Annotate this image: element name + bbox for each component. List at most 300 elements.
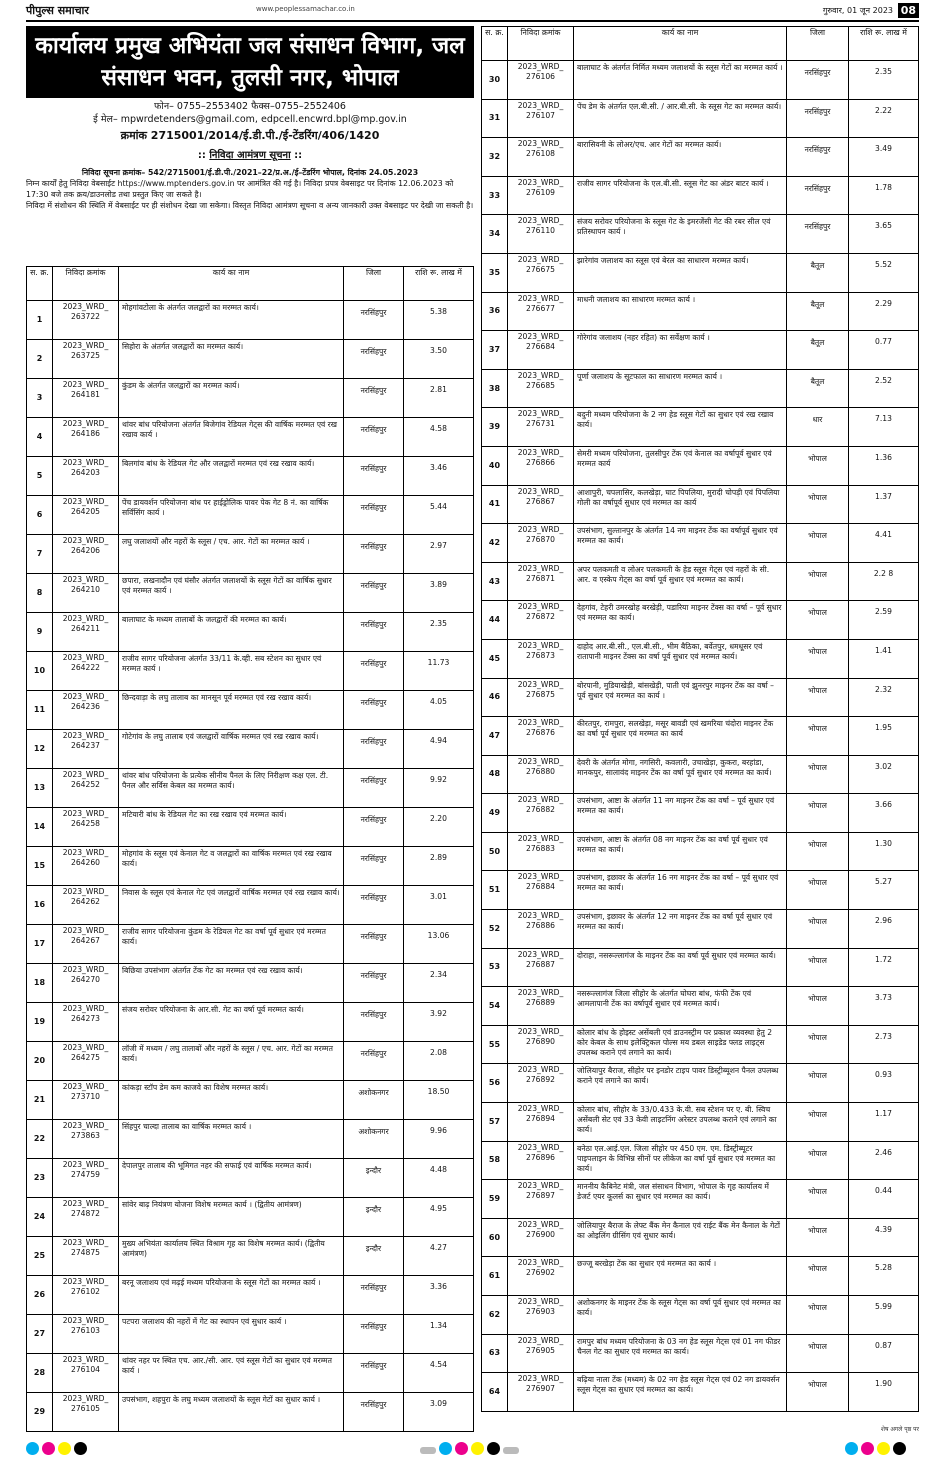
table-row — [482, 1025, 919, 1064]
district: नरसिंहपुर — [344, 1315, 404, 1354]
table-row — [27, 886, 474, 925]
table-row — [482, 61, 919, 100]
tender-number: 2023_WRD_ 276887 — [508, 948, 574, 987]
tender-number: 2023_WRD_ 276731 — [508, 408, 574, 447]
amount: 4.48 — [404, 1159, 474, 1198]
amount: 1.90 — [849, 1373, 919, 1412]
district: भोपाल — [787, 1296, 849, 1335]
col-district: जिला — [787, 27, 849, 61]
work-name: पेंच डायवर्शन परियोजना बांध पर हाईड्रोलिक पावर पेक गेट 8 नं. का वार्षिक सर्विसिंग कार्य । — [119, 496, 344, 535]
district: नरसिंहपुर — [344, 964, 404, 1003]
row-serial: 59 — [482, 1180, 508, 1219]
department-title: कार्यालय प्रमुख अभियंता जल संसाधन विभाग, जल संसाधन भवन, तुलसी नगर, भोपाल — [26, 26, 474, 98]
district: भोपाल — [787, 524, 849, 563]
table-row — [27, 1042, 474, 1081]
table-row — [27, 1198, 474, 1237]
registration-marks-left — [26, 1440, 90, 1454]
row-serial: 17 — [27, 925, 53, 964]
amount: 3.36 — [404, 1276, 474, 1315]
amount: 2.81 — [404, 379, 474, 418]
table-row — [27, 1237, 474, 1276]
tender-number: 2023_WRD_ 264210 — [53, 574, 119, 613]
work-name: अशोकनगर के माइनर टेंक के स्लूस गेट्स का वर्षा पूर्व सुधार एवं मरम्मत का कार्य। — [574, 1296, 787, 1335]
work-name: सेमरी मध्यम परियोजना, तुलसीपुर टेंक एवं केनाल का वर्षापूर्व सुधार एवं मरम्मत कार्य — [574, 446, 787, 485]
work-name: दाहोद आर.बी.सी., एल.बी.सी., भीम बैठिका, बर्वेतपुर, धमधूसर एवं रातापानी माइनर टेंक्स का वर्षा पूर्व सुधार एवं मरम्मत कार्य। — [574, 639, 787, 678]
district: नरसिंहपुर — [787, 215, 849, 254]
continued-note: शेष अगले पृष्ठ पर — [880, 1426, 919, 1433]
row-serial: 3 — [27, 379, 53, 418]
col-sn: स. क्र. — [27, 267, 53, 301]
row-serial: 62 — [482, 1296, 508, 1335]
table-row — [27, 418, 474, 457]
district: भोपाल — [787, 987, 849, 1026]
tender-number: 2023_WRD_ 264222 — [53, 652, 119, 691]
work-name: उपसंभाग, आष्टा के अंतर्गत 11 नग माइनर टेंक का वर्षा – पूर्व सुधार एवं मरम्मत का कार्य। — [574, 794, 787, 833]
work-name: बालाघाट के मध्यम तालाबों के जलद्वारों की मरम्मत का कार्य। — [119, 613, 344, 652]
tender-number: 2023_WRD_ 276900 — [508, 1218, 574, 1257]
notice-text — [26, 167, 474, 211]
amount: 3.66 — [849, 794, 919, 833]
amount: 1.78 — [849, 176, 919, 215]
district: भोपाल — [787, 485, 849, 524]
row-serial: 24 — [27, 1198, 53, 1237]
row-serial: 5 — [27, 457, 53, 496]
amount: 9.92 — [404, 769, 474, 808]
tender-number: 2023_WRD_ 276866 — [508, 446, 574, 485]
work-name: संजय सरोवर परियोजना के स्लूस गेट के इमरजेंसी गेट की रबर सील एवं प्रतिस्थापन कार्य । — [574, 215, 787, 254]
row-serial: 46 — [482, 678, 508, 717]
work-name: मटियारी बांध के रेडियल गेट का रख रखाव एवं मरम्मत कार्य। — [119, 808, 344, 847]
tender-number: 2023_WRD_ 264270 — [53, 964, 119, 1003]
tender-number: 2023_WRD_ 276884 — [508, 871, 574, 910]
district: नरसिंहपुर — [344, 1042, 404, 1081]
district: नरसिंहपुर — [344, 886, 404, 925]
amount: 2.97 — [404, 535, 474, 574]
table-row — [482, 99, 919, 138]
district: भोपाल — [787, 755, 849, 794]
tender-number: 2023_WRD_ 276892 — [508, 1064, 574, 1103]
notice-number: निविदा सूचना क्रमांक– 542/2715001/ई.डी.पी./2021–22/प्र.अ./ई–टेंडरिंग भोपाल, दिनांक 24.05.2023 — [81, 168, 419, 177]
table-row — [482, 1373, 919, 1412]
table-row — [27, 691, 474, 730]
row-serial: 40 — [482, 446, 508, 485]
district: नरसिंहपुर — [344, 613, 404, 652]
row-serial: 4 — [27, 418, 53, 457]
table-row — [482, 331, 919, 370]
tender-number: 2023_WRD_ 264252 — [53, 769, 119, 808]
work-name: राजीव सागर परियोजना कुंडम के रेडियल गेट का वर्षा पूर्व सुधार एवं मरम्मत कार्य। — [119, 925, 344, 964]
work-name: लॉजी में मध्यम / लघु तालाबों और नहरों के स्लूस / एच. आर. गेटों का मरम्मत कार्य। — [119, 1042, 344, 1081]
work-name: राजीव सागर परियोजना अंतर्गत 33/11 के.व्ही. सब स्टेशन का सुधार एवं मरम्मत कार्य । — [119, 652, 344, 691]
amount: 4.95 — [404, 1198, 474, 1237]
row-serial: 14 — [27, 808, 53, 847]
work-name: संजय सरोवर परियोजना के आर.सी. गेट का वर्षा पूर्व मरम्मत कार्य। — [119, 1003, 344, 1042]
row-serial: 6 — [27, 496, 53, 535]
amount: 3.89 — [404, 574, 474, 613]
amount: 2.32 — [849, 678, 919, 717]
work-name: अपर पलकमती व लोअर पलकमती के हेड स्लूस गेट्स एवं नहरों के सी. आर. व एस्केप गेट्स का वर्षा पूर्व सुधार एवं मरम्मत का कार्य। — [574, 562, 787, 601]
work-name: नसरूल्लागंज जिला सीहोर के अंतर्गत घोघरा बांध, फंफी टेंक एवं आमलापानी टेंक का वर्षापूर्व सुधार एवं मरम्मत कार्य। — [574, 987, 787, 1026]
work-name: जोलियापुर बैराज के लेफ्ट बैंक मेन कैनाल एवं राईट बैंक मेन कैनाल के गेटों का ओइलिंग ग्रीसिंग एवं सुधार कार्य। — [574, 1218, 787, 1257]
tender-number: 2023_WRD_ 276103 — [53, 1315, 119, 1354]
work-name: आशापुरी, चपलासिर, कलखेड़ा, घाट पिपलिया, मुरादी चोपड़ी एवं पिपलिया गोली का वर्षापूर्व सुधार एवं मरम्मत का कार्य — [574, 485, 787, 524]
work-name: देहगांव, टेहरी उमरखोह बरखेड़ी, पडारिया माइनर टेंक्स का वर्षा – पूर्व सुधार एवं मरम्मत का कार्य। — [574, 601, 787, 640]
tender-number: 2023_WRD_ 276107 — [508, 99, 574, 138]
work-name: पूर्णा जलाशय के सूटफाल का साधारण मरम्मत कार्य । — [574, 369, 787, 408]
tender-number: 2023_WRD_ 276110 — [508, 215, 574, 254]
work-name: बनेठा एल.आई.एल. जिला सीहोर पर 450 एम. एम. डिस्ट्रीब्यूटर पाइपलाइन के विभिन्न सीनों पर लीकेज का वर्षा पूर्व सुधार एवं मरम्मत का कार्य। — [574, 1141, 787, 1180]
gray-bar — [503, 1447, 519, 1454]
amount: 4.41 — [849, 524, 919, 563]
amount: 0.93 — [849, 1064, 919, 1103]
email-addresses: ई मेल– mpwrdetenders@gmail.com, edpcell.encwrd.bpl@mp.gov.in — [93, 114, 407, 125]
work-name: उपसंभाग, शहपुरा के लघु मध्यम जलाशयों के स्लूस गेटों का सुधार कार्य । — [119, 1393, 344, 1432]
table-row — [482, 948, 919, 987]
district: नरसिंहपुर — [344, 457, 404, 496]
work-name: छज्जू बरखेड़ा टेंक का सुधार एवं मरम्मत का कार्य । — [574, 1257, 787, 1296]
table-row — [27, 1393, 474, 1432]
work-name: मोहगांवटोला के अंतर्गत जलद्वारों का मरम्मत कार्य। — [119, 301, 344, 340]
work-name: मोहगांव के स्लूस एवं केनाल गेट व जलद्वारों का वार्षिक मरम्मत एवं रख रखाव कार्य। — [119, 847, 344, 886]
district: भोपाल — [787, 1373, 849, 1412]
row-serial: 33 — [482, 176, 508, 215]
tender-number: 2023_WRD_ 264236 — [53, 691, 119, 730]
district: नरसिंहपुर — [344, 496, 404, 535]
amount: 4.05 — [404, 691, 474, 730]
amount: 2.46 — [849, 1141, 919, 1180]
tender-number: 2023_WRD_ 276886 — [508, 910, 574, 949]
table-row — [482, 292, 919, 331]
district: नरसिंहपुर — [787, 99, 849, 138]
invitation-heading: :: निविदा आमंत्रण सूचना :: — [197, 150, 303, 161]
tender-number: 2023_WRD_ 263725 — [53, 340, 119, 379]
masthead — [26, 3, 919, 19]
reference-number: क्रमांक 2715001/2014/ई.डी.पी./ई-टेंडरिंग/406/1420 — [120, 129, 380, 142]
row-serial: 11 — [27, 691, 53, 730]
table-row — [482, 524, 919, 563]
table-row — [482, 485, 919, 524]
amount: 9.96 — [404, 1120, 474, 1159]
magenta-dot — [455, 1442, 468, 1455]
row-serial: 2 — [27, 340, 53, 379]
district: भोपाल — [787, 1334, 849, 1373]
row-serial: 52 — [482, 910, 508, 949]
tender-number: 2023_WRD_ 276871 — [508, 562, 574, 601]
table-row — [482, 794, 919, 833]
work-name: बढ़िया नाला टेंक (मध्यम) के 02 नग हेड स्लूस गेट्स एवं 02 नग डायवर्सन स्लूस गेट्स का सुधार एवं मरम्मत का कार्य। — [574, 1373, 787, 1412]
amount: 2.73 — [849, 1025, 919, 1064]
district: इन्दौर — [344, 1198, 404, 1237]
row-serial: 63 — [482, 1334, 508, 1373]
work-name: माधनी जलाशय का साधारण मरम्मत कार्य । — [574, 292, 787, 331]
district: नरसिंहपुर — [344, 574, 404, 613]
district: भोपाल — [787, 1064, 849, 1103]
work-name: देवरी के अंतर्गत मोगा, नगसिरी, कवलारी, उचाखेड़ा, कुकरा, बरहांडा, मानकपुर, सालावंद माइनर टेंक का वर्षा पूर्व सुधार एवं मरम्मत का कार्य। — [574, 755, 787, 794]
work-name: बोरपानी, मुडियाखेड़ी, बांसखेड़ी, पाती एवं झुनरपुर माइनर टेंक का वर्षा – पूर्व सुधार एवं मरम्मत का कार्य । — [574, 678, 787, 717]
work-name: कोलार बांध, सीहोर के 33/0.433 के.वी. सब स्टेशन पर ए. बी. स्विच असेंबली सेट एवं 33 केवी लाइटनिंग अरेस्टर उपलब्ध कराने एवं लगाने का कार्य। — [574, 1103, 787, 1142]
work-name: थांवर नहर पर स्थित एच. आर./सी. आर. एवं स्लूस गेटों का सुधार एवं मरम्मत कार्य । — [119, 1354, 344, 1393]
tender-number: 2023_WRD_ 274872 — [53, 1198, 119, 1237]
work-name: बालाघाट के अंतर्गत निर्मित मध्यम जलाशयों के स्लूस गेटों का मरम्मत कार्य । — [574, 61, 787, 100]
district: इन्दौर — [344, 1159, 404, 1198]
tender-number: 2023_WRD_ 264260 — [53, 847, 119, 886]
district: भोपाल — [787, 948, 849, 987]
district: नरसिंहपुर — [344, 847, 404, 886]
col-work: कार्य का नाम — [119, 267, 344, 301]
work-name: बारासिवनी के लोअर/एच. आर गेटों का मरम्मत कार्य। — [574, 138, 787, 177]
amount: 1.34 — [404, 1315, 474, 1354]
newspaper-logo: पीपुल्स समाचार — [26, 4, 89, 17]
row-serial: 25 — [27, 1237, 53, 1276]
row-serial: 12 — [27, 730, 53, 769]
tender-number: 2023_WRD_ 276105 — [53, 1393, 119, 1432]
district: भोपाल — [787, 832, 849, 871]
work-name: उपसंभाग, इछावर के अंतर्गत 16 नग माइनर टेंक का वर्षा – पूर्व सुधार एवं मरम्मत का कार्य। — [574, 871, 787, 910]
tender-number: 2023_WRD_ 276102 — [53, 1276, 119, 1315]
work-name: सिहोरा के अंतर्गत जलद्वारों का मरम्मत कार्य। — [119, 340, 344, 379]
amount: 2.20 — [404, 808, 474, 847]
work-name: राजीव सागर परियोजना के एल.बी.सी. स्लूस गेट का अंडर बाटर कार्य । — [574, 176, 787, 215]
magenta-dot — [861, 1442, 874, 1455]
amount: 1.30 — [849, 832, 919, 871]
row-serial: 27 — [27, 1315, 53, 1354]
district: नरसिंहपुर — [344, 769, 404, 808]
tender-rows-right — [482, 61, 919, 1412]
work-name: बरनू जलाशय एवं मढ़ई मध्यम परियोजना के स्लूस गेटों का मरम्मत कार्य । — [119, 1276, 344, 1315]
work-name: उपसंभाग, इछावर के अंतर्गत 12 नग माइनर टेंक का वर्षा पूर्व सुधार एवं मरम्मत का कार्य। — [574, 910, 787, 949]
work-name: कुंडम के अंतर्गत जलद्वारों का मरम्मत कार्य। — [119, 379, 344, 418]
district: भोपाल — [787, 678, 849, 717]
row-serial: 50 — [482, 832, 508, 871]
masthead-rule — [26, 20, 919, 22]
district: बैतूल — [787, 369, 849, 408]
amount: 2.08 — [404, 1042, 474, 1081]
row-serial: 22 — [27, 1120, 53, 1159]
district: भोपाल — [787, 1180, 849, 1219]
amount: 5.52 — [849, 253, 919, 292]
amount: 4.94 — [404, 730, 474, 769]
work-name: छपारा, लखनादौन एवं घंसौर अंतर्गत जलाशयों के स्लूस गेटों का वार्षिक सुधार एवं मरम्मत कार्य । — [119, 574, 344, 613]
table-row — [482, 1257, 919, 1296]
row-serial: 54 — [482, 987, 508, 1026]
row-serial: 30 — [482, 61, 508, 100]
row-serial: 20 — [27, 1042, 53, 1081]
table-row — [482, 215, 919, 254]
tender-number: 2023_WRD_ 274759 — [53, 1159, 119, 1198]
yellow-dot — [877, 1442, 890, 1455]
table-row — [27, 1354, 474, 1393]
district: नरसिंहपुर — [787, 176, 849, 215]
table-row — [27, 1159, 474, 1198]
table-row — [482, 1334, 919, 1373]
tender-number: 2023_WRD_ 276882 — [508, 794, 574, 833]
work-name: दोराहा, नसरूल्लागंज के माइनर टेंक का वर्षा पूर्व सुधार एवं मरम्मत कार्य। — [574, 948, 787, 987]
work-name: सिंहपुर चाल्दा तालाब का वार्षिक मरम्मत कार्य । — [119, 1120, 344, 1159]
cyan-dot — [845, 1442, 858, 1455]
district: नरसिंहपुर — [787, 61, 849, 100]
table-row — [27, 613, 474, 652]
amount: 5.38 — [404, 301, 474, 340]
row-serial: 55 — [482, 1025, 508, 1064]
amount: 3.46 — [404, 457, 474, 496]
work-name: जोलियापुर बैराज, सीहोर पर इनडोर टाइप पावर डिस्ट्रीब्यूशन पैनल उपलब्ध कराने एवं लगाने का कार्य। — [574, 1064, 787, 1103]
phone-fax: फोन– 0755–2553402 फैक्स–0755–2552406 — [154, 101, 346, 112]
district: नरसिंहपुर — [344, 340, 404, 379]
amount: 2.96 — [849, 910, 919, 949]
amount: 3.50 — [404, 340, 474, 379]
work-name: गोरेगांव जलाशय (नहर रहित) का सर्वेक्षण कार्य । — [574, 331, 787, 370]
amount: 3.01 — [404, 886, 474, 925]
amount: 7.13 — [849, 408, 919, 447]
row-serial: 13 — [27, 769, 53, 808]
black-dot — [487, 1442, 500, 1455]
work-name: उपसंभाग, सुल्तानपुर के अंतर्गत 14 नग माइनर टेंक का वर्षापूर्व सुधार एवं मरम्मत का कार्य। — [574, 524, 787, 563]
district: भोपाल — [787, 717, 849, 756]
row-serial: 45 — [482, 639, 508, 678]
amount: 2.34 — [404, 964, 474, 1003]
tender-number: 2023_WRD_ 276894 — [508, 1103, 574, 1142]
amount: 4.58 — [404, 418, 474, 457]
row-serial: 18 — [27, 964, 53, 1003]
tender-number: 2023_WRD_ 276677 — [508, 292, 574, 331]
tender-number: 2023_WRD_ 264273 — [53, 1003, 119, 1042]
table-row — [482, 910, 919, 949]
row-serial: 29 — [27, 1393, 53, 1432]
row-serial: 61 — [482, 1257, 508, 1296]
amount: 1.41 — [849, 639, 919, 678]
district: भोपाल — [787, 910, 849, 949]
amount: 3.92 — [404, 1003, 474, 1042]
district: अशोकनगर — [344, 1081, 404, 1120]
district: भोपाल — [787, 1257, 849, 1296]
col-tender: निविदा क्रमांक — [53, 267, 119, 301]
tender-number: 2023_WRD_ 264205 — [53, 496, 119, 535]
tender-number: 2023_WRD_ 276905 — [508, 1334, 574, 1373]
district: इन्दौर — [344, 1237, 404, 1276]
table-row — [482, 1218, 919, 1257]
district: भोपाल — [787, 601, 849, 640]
table-row — [27, 1081, 474, 1120]
district: भोपाल — [787, 1103, 849, 1142]
tender-table-left — [26, 266, 474, 1432]
amount: 2.2 8 — [849, 562, 919, 601]
district: नरसिंहपुर — [344, 301, 404, 340]
row-serial: 31 — [482, 99, 508, 138]
tender-number: 2023_WRD_ 276889 — [508, 987, 574, 1026]
table-row — [27, 964, 474, 1003]
district: भोपाल — [787, 871, 849, 910]
amount: 2.89 — [404, 847, 474, 886]
row-serial: 53 — [482, 948, 508, 987]
work-name: बिछिया उपसंभाग अंतर्गत टेंक गेट का मरम्मत एवं रख रखाव कार्य। — [119, 964, 344, 1003]
work-name: मुख्य अभियंता कार्यालय स्थित विश्राम गृह का विशेष मरम्मत कार्य। (द्वितीय आमंत्रण) — [119, 1237, 344, 1276]
amount: 18.50 — [404, 1081, 474, 1120]
district: बैतूल — [787, 253, 849, 292]
row-serial: 58 — [482, 1141, 508, 1180]
tender-number: 2023_WRD_ 276675 — [508, 253, 574, 292]
district: नरसिंहपुर — [344, 535, 404, 574]
row-serial: 23 — [27, 1159, 53, 1198]
col-amount: राशि रू. लाख में — [849, 27, 919, 61]
district: नरसिंहपुर — [344, 730, 404, 769]
row-serial: 37 — [482, 331, 508, 370]
district: अशोकनगर — [344, 1120, 404, 1159]
district: नरसिंहपुर — [344, 379, 404, 418]
amount: 5.27 — [849, 871, 919, 910]
tender-number: 2023_WRD_ 264262 — [53, 886, 119, 925]
registration-marks-center — [420, 1440, 522, 1454]
tender-number: 2023_WRD_ 273710 — [53, 1081, 119, 1120]
row-serial: 44 — [482, 601, 508, 640]
row-serial: 64 — [482, 1373, 508, 1412]
work-name: पेंच डेम के अंतर्गत एल.बी.सी. / आर.बी.सी. के स्लूस गेट का मरम्मत कार्य। — [574, 99, 787, 138]
table-row — [482, 1296, 919, 1335]
row-serial: 51 — [482, 871, 508, 910]
notice-paragraph-1: निम्न कार्यों हेतु निविदा वेबसाईट https://www.mptenders.gov.in पर आमंत्रित की गई है। निविदा प्रपत्र वेबसाइट पर दिनांक 12.06.2023 को 17:30 बजे तक क्रय/डाउनलोड तथा प्रस्तुत किए जा सकते है। — [26, 179, 454, 199]
amount: 1.37 — [849, 485, 919, 524]
work-name: निवास के स्लूस एवं केनाल गेट एवं जलद्वारों वार्षिक मरम्मत एवं रख रखाव कार्य। — [119, 886, 344, 925]
website-url: www.peoplessamachar.co.in — [256, 5, 355, 13]
table-row — [482, 176, 919, 215]
amount: 5.28 — [849, 1257, 919, 1296]
work-name: कोलार बांध के होइस्ट असेंबली एवं डाउनस्ट्रीम पर प्रकाश व्यवस्था हेतु 2 कोर केबल के साथ इलेक्ट्रिकल पोल्स मय डबल साइडेड फ्लड लाइट्स उपलब्ध कराने एवं लगाने का कार्य। — [574, 1025, 787, 1064]
amount: 13.06 — [404, 925, 474, 964]
row-serial: 35 — [482, 253, 508, 292]
amount: 3.09 — [404, 1393, 474, 1432]
amount: 1.36 — [849, 446, 919, 485]
work-name: बदुनी मध्यम परियोजना के 2 नग हेड स्लूस गेटों का सुधार एवं रख रखाव कार्य। — [574, 408, 787, 447]
tender-number: 2023_WRD_ 276880 — [508, 755, 574, 794]
invitation-title: निविदा आमंत्रण सूचना — [209, 150, 291, 161]
tender-number: 2023_WRD_ 276902 — [508, 1257, 574, 1296]
row-serial: 41 — [482, 485, 508, 524]
row-serial: 21 — [27, 1081, 53, 1120]
table-row — [27, 1120, 474, 1159]
amount: 3.02 — [849, 755, 919, 794]
tender-number: 2023_WRD_ 276903 — [508, 1296, 574, 1335]
amount: 3.49 — [849, 138, 919, 177]
table-row — [27, 1315, 474, 1354]
amount: 11.73 — [404, 652, 474, 691]
table-row — [27, 1003, 474, 1042]
amount: 2.22 — [849, 99, 919, 138]
page-number: 08 — [898, 3, 919, 18]
table-row — [482, 678, 919, 717]
work-name: थांवर बांध परियोजना के प्रत्येक सीनीय पैनल के लिए निरीक्षण कक्ष एल. टी. पैनल और सर्विस केबल का मरम्मत कार्य। — [119, 769, 344, 808]
tender-number: 2023_WRD_ 276873 — [508, 639, 574, 678]
table-row — [27, 925, 474, 964]
tender-number: 2023_WRD_ 276876 — [508, 717, 574, 756]
tender-number: 2023_WRD_ 276870 — [508, 524, 574, 563]
tender-number: 2023_WRD_ 273863 — [53, 1120, 119, 1159]
row-serial: 38 — [482, 369, 508, 408]
tender-number: 2023_WRD_ 264203 — [53, 457, 119, 496]
work-name: झारेगांव जलाशय का स्लूस एवं बेरल का साधारण मरम्मत कार्य। — [574, 253, 787, 292]
district: नरसिंहपुर — [787, 138, 849, 177]
work-name: देपालपुर तालाब की भूमिगत नहर की सफाई एवं वार्षिक मरम्मत कार्य। — [119, 1159, 344, 1198]
row-serial: 47 — [482, 717, 508, 756]
tender-number: 2023_WRD_ 264275 — [53, 1042, 119, 1081]
work-name: कांकड़ा स्टॉप डेम कम काजवे का विशेष मरम्मत कार्य। — [119, 1081, 344, 1120]
table-row — [482, 832, 919, 871]
table-row — [482, 446, 919, 485]
black-dot — [74, 1442, 87, 1455]
registration-marks-right — [845, 1440, 909, 1454]
district: नरसिंहपुर — [344, 691, 404, 730]
table-row — [482, 987, 919, 1026]
tender-rows-left — [27, 301, 474, 1432]
table-row — [482, 1180, 919, 1219]
